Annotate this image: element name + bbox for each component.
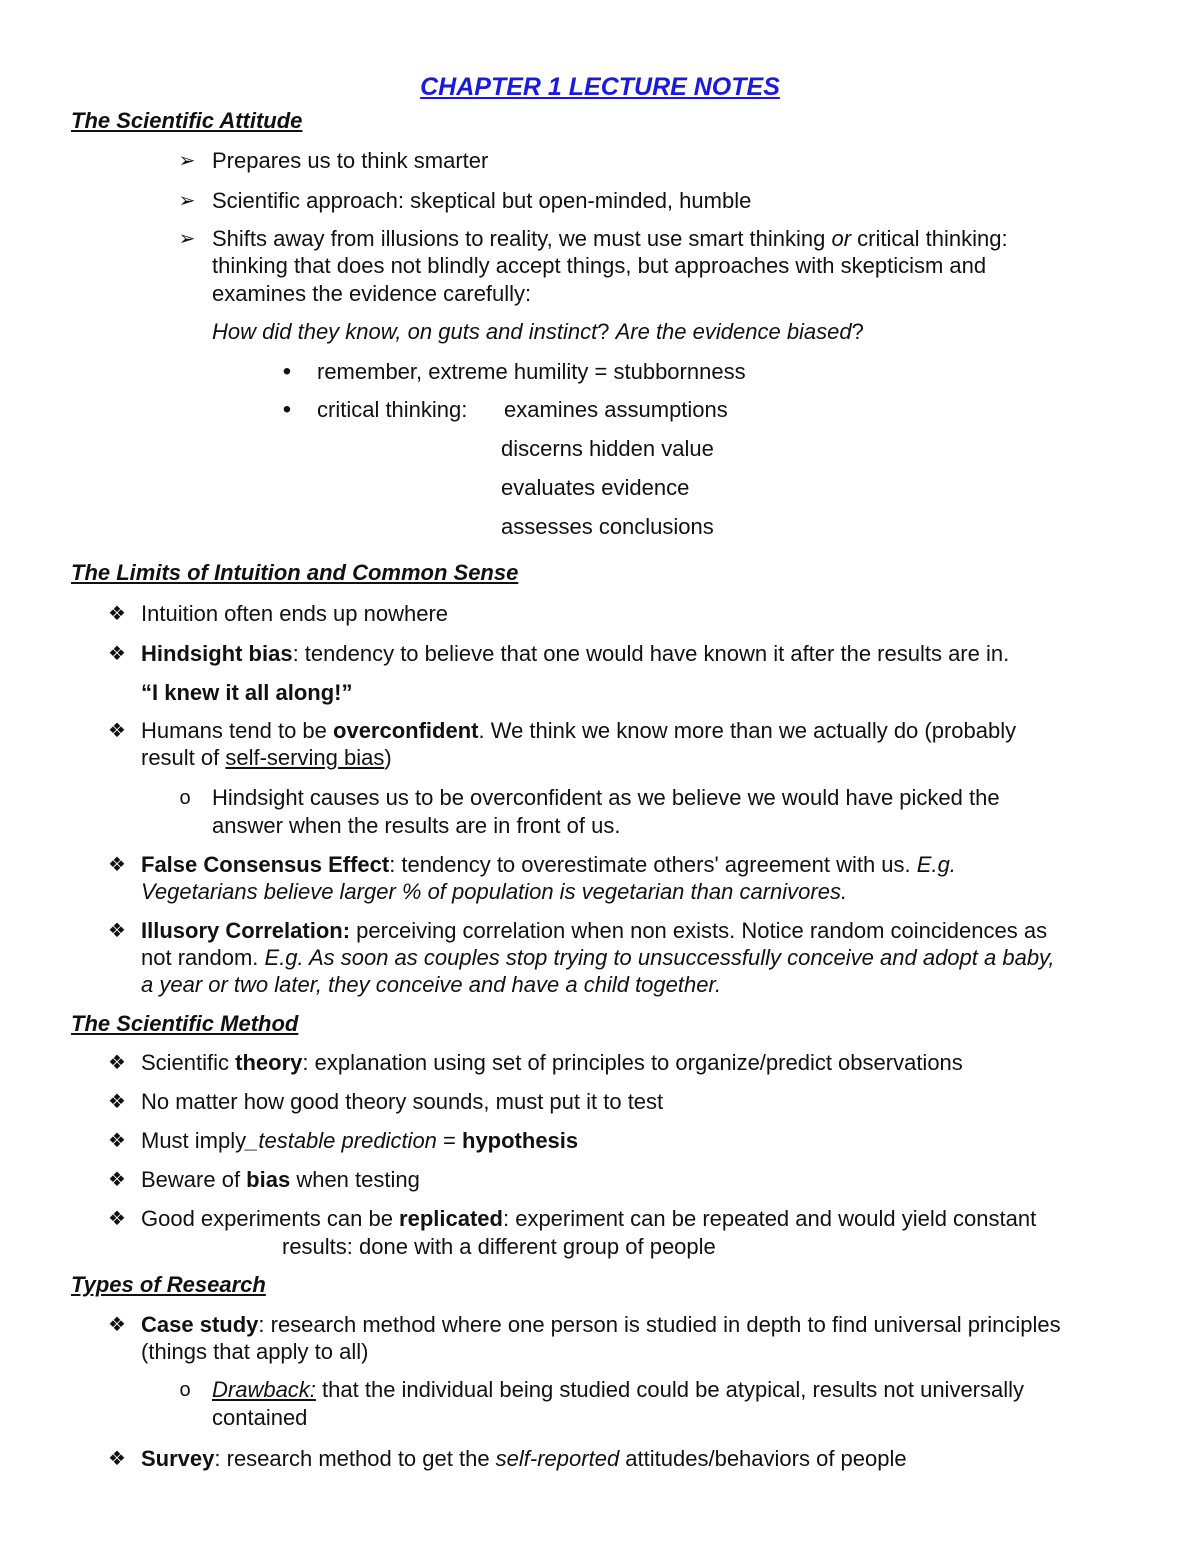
bullet-text: Intuition often ends up nowhere [141, 601, 449, 626]
bullet-text: False Consensus Effect: tendency to overestimate others' agreement with us. E.g. [141, 852, 956, 877]
sub-bullet-text: remember, extreme humility = stubbornness [317, 359, 746, 384]
heading-scientific-method: The Scientific Method [71, 1011, 299, 1036]
bullet-text-continued: thinking that does not blindly accept things, but approaches with skepticism and [212, 253, 987, 278]
bullet-text: Case study: research method where one person is studied in depth to find universal principles [141, 1312, 1061, 1337]
bullet-text-continued: Vegetarians believe larger % of population is vegetarian than carnivores. [141, 879, 848, 904]
sub-bullet-text: Drawback: that the individual being studied could be atypical, results not universally [212, 1377, 1025, 1402]
dot-bullet-icon: • [282, 396, 292, 423]
arrow-bullet-icon: ➢ [178, 190, 196, 212]
bullet-text-continued: examines the evidence carefully: [212, 281, 532, 306]
bullet-text: Beware of bias when testing [141, 1167, 420, 1192]
bullet-text: Good experiments can be replicated: experiment can be repeated and would yield constant [141, 1206, 1037, 1231]
circle-bullet-icon: o [179, 787, 191, 809]
bullet-text: Must imply_testable prediction = hypothesis [141, 1128, 579, 1153]
diamond-bullet-icon: ❖ [108, 920, 126, 942]
bullet-text-continued: result of self-serving bias) [141, 745, 392, 770]
bullet-text: Survey: research method to get the self-reported attitudes/behaviors of people [141, 1446, 907, 1471]
diamond-bullet-icon: ❖ [108, 1052, 126, 1074]
quote-line: “I knew it all along!” [141, 680, 353, 705]
diamond-bullet-icon: ❖ [108, 720, 126, 742]
arrow-bullet-icon: ➢ [178, 150, 196, 172]
critical-thinking-item: examines assumptions [504, 397, 728, 422]
bullet-text: Shifts away from illusions to reality, we must use smart thinking or critical thinking: [212, 226, 1008, 251]
bullet-text: Hindsight bias: tendency to believe that one would have known it after the results are in. [141, 641, 1010, 666]
bullet-text: Scientific theory: explanation using set of principles to organize/predict observations [141, 1050, 963, 1075]
dot-bullet-icon: • [282, 358, 292, 385]
diamond-bullet-icon: ❖ [108, 603, 126, 625]
bullet-text: Humans tend to be overconfident. We think we know more than we actually do (probably [141, 718, 1017, 743]
bullet-text-continued: results: done with a different group of people [282, 1234, 716, 1259]
bullet-text: Prepares us to think smarter [212, 148, 489, 173]
page-title: CHAPTER 1 LECTURE NOTES [420, 73, 780, 101]
sub-bullet-text-continued: contained [212, 1405, 308, 1430]
diamond-bullet-icon: ❖ [108, 1130, 126, 1152]
question-line: How did they know, on guts and instinct? Are the evidence biased? [212, 319, 864, 344]
bullet-text: Scientific approach: skeptical but open-minded, humble [212, 188, 752, 213]
heading-types-of-research: Types of Research [71, 1272, 266, 1297]
critical-thinking-item: discerns hidden value [501, 436, 714, 461]
bullet-text-continued: a year or two later, they conceive and have a child together. [141, 972, 722, 997]
circle-bullet-icon: o [179, 1379, 191, 1401]
sub-bullet-text: Hindsight causes us to be overconfident as we believe we would have picked the [212, 785, 1000, 810]
diamond-bullet-icon: ❖ [108, 1169, 126, 1191]
diamond-bullet-icon: ❖ [108, 854, 126, 876]
diamond-bullet-icon: ❖ [108, 643, 126, 665]
bullet-text-continued: not random. E.g. As soon as couples stop trying to unsuccessfully conceive and adopt a baby, [141, 945, 1055, 970]
diamond-bullet-icon: ❖ [108, 1091, 126, 1113]
sub-bullet-text-continued: answer when the results are in front of us. [212, 813, 621, 838]
heading-scientific-attitude: The Scientific Attitude [71, 108, 303, 133]
bullet-text-continued: (things that apply to all) [141, 1339, 369, 1364]
diamond-bullet-icon: ❖ [108, 1314, 126, 1336]
bullet-text: No matter how good theory sounds, must put it to test [141, 1089, 664, 1114]
sub-bullet-label: critical thinking: [317, 397, 468, 422]
diamond-bullet-icon: ❖ [108, 1448, 126, 1470]
heading-limits-of-intuition: The Limits of Intuition and Common Sense [71, 560, 519, 585]
diamond-bullet-icon: ❖ [108, 1208, 126, 1230]
critical-thinking-item: evaluates evidence [501, 475, 690, 500]
critical-thinking-item: assesses conclusions [501, 514, 714, 539]
arrow-bullet-icon: ➢ [178, 228, 196, 250]
bullet-text: Illusory Correlation: perceiving correlation when non exists. Notice random coincidences as [141, 918, 1048, 943]
